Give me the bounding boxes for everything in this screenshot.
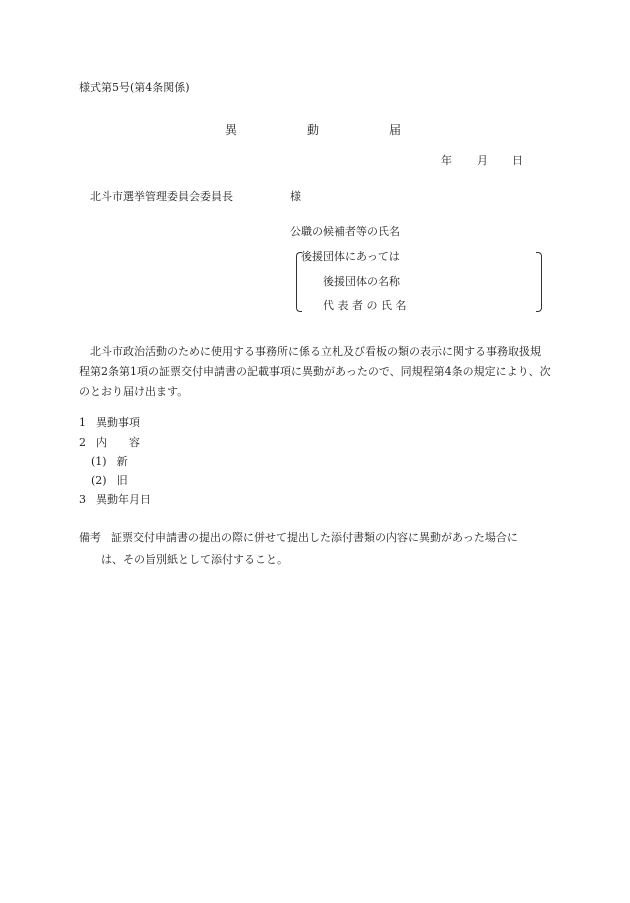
item-label: 異動事項	[96, 416, 140, 429]
item-label: 新	[116, 455, 128, 468]
remarks-heading: 備考	[79, 531, 101, 544]
representative-label: 代 表 者 の 氏 名	[323, 299, 407, 312]
addressee-honorific: 様	[290, 190, 301, 203]
title-char-3: 届	[389, 123, 402, 137]
item-number: 1	[79, 416, 86, 429]
item-label: 旧	[116, 474, 128, 487]
item-change-matters	[79, 417, 140, 428]
item-number: (2)	[91, 474, 107, 487]
title-char-1: 異	[225, 123, 238, 137]
day-label: 日	[512, 154, 523, 167]
remarks-line-2: は、その旨別紙として添付すること。	[101, 553, 288, 566]
title-char-2: 動	[307, 123, 320, 137]
item-old	[91, 475, 128, 486]
item-label: 内 容	[96, 436, 140, 449]
item-label: 異動年月日	[96, 493, 151, 506]
item-number: 3	[79, 493, 86, 506]
addressee-name: 北斗市選挙管理委員会委員長	[90, 190, 233, 203]
form-number: 様式第5号(第4条関係)	[79, 81, 190, 94]
item-contents	[79, 437, 140, 448]
item-new	[91, 456, 128, 467]
remarks-text-1: 証票交付申請書の提出の際に併せて提出した添付書類の内容に異動があった場合に	[111, 531, 518, 544]
item-number: 2	[79, 436, 86, 449]
right-bracket	[536, 252, 542, 312]
item-number: (1)	[91, 455, 107, 468]
month-label: 月	[477, 154, 488, 167]
support-group-note: 後援団体にあっては	[301, 250, 400, 263]
group-name-label: 後援団体の名称	[323, 275, 400, 288]
body-paragraph: 北斗市政治活動のために使用する事務所に係る立札及び看板の類の表示に関する事務取扱規程第2条第1項の証票交付申請書の記載事項に異動があったので、同規程第4条の規定により、次のとおり届け出ます。	[79, 345, 551, 398]
year-label: 年	[441, 154, 452, 167]
candidate-name-label: 公職の候補者等の氏名	[290, 225, 400, 238]
remarks	[79, 527, 551, 571]
remarks-line-1	[79, 527, 551, 549]
item-change-date	[79, 494, 151, 505]
